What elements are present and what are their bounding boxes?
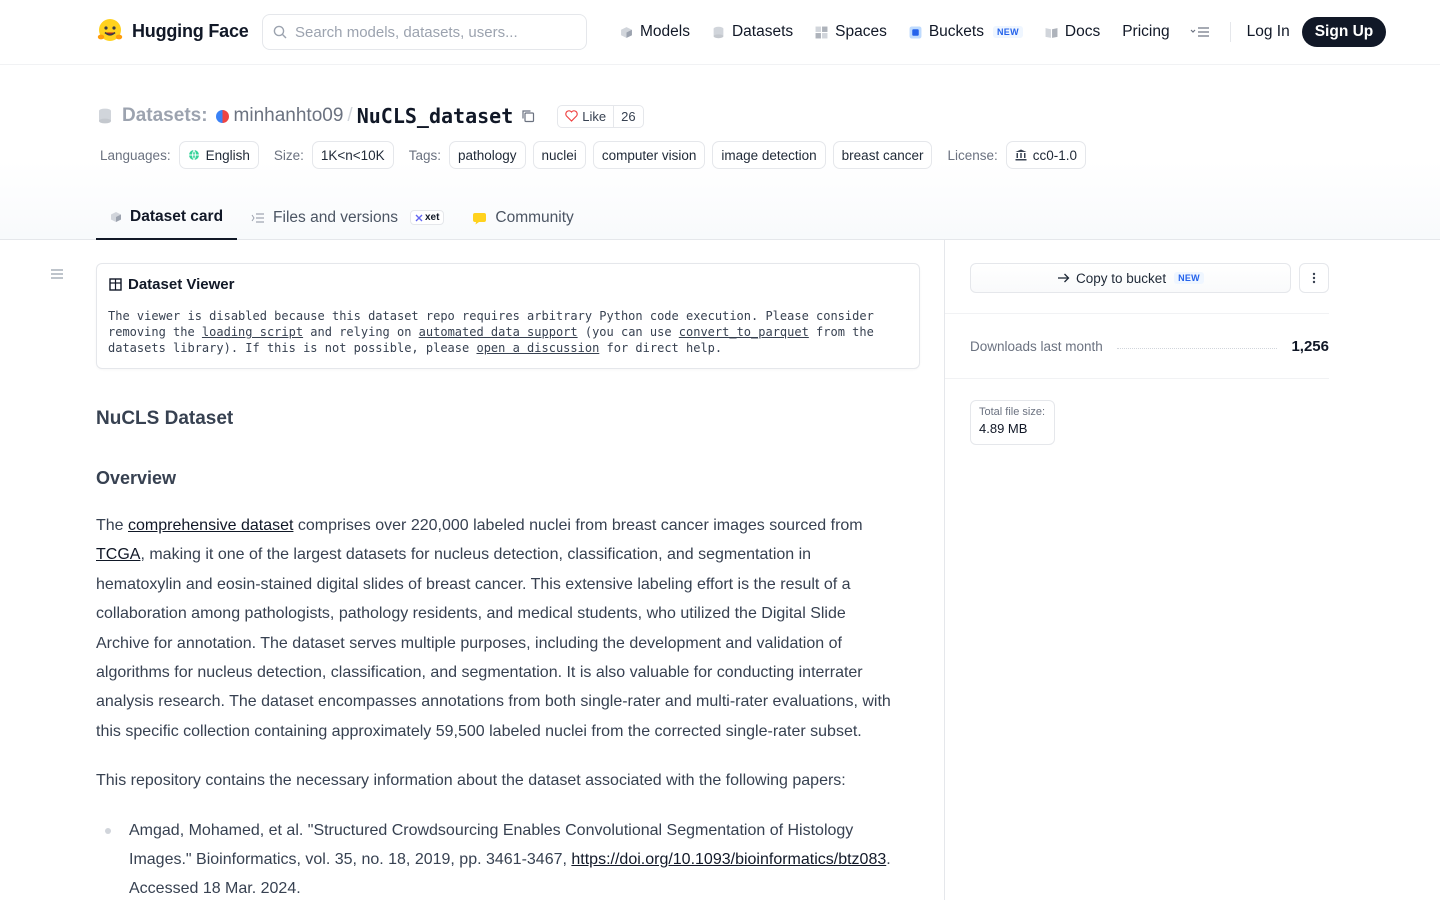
globe-icon	[188, 149, 200, 161]
tags-label: Tags:	[408, 147, 441, 163]
overview-heading: Overview	[96, 468, 177, 488]
tag-chip-breast-cancer[interactable]: breast cancer	[833, 141, 933, 169]
para-text: This	[96, 772, 131, 790]
nav-spaces-label: Spaces	[835, 23, 887, 40]
language-value: English	[205, 147, 250, 163]
repository-link[interactable]: repository	[130, 772, 201, 790]
dataset-viewer-panel	[96, 263, 920, 369]
repository-paragraph	[96, 766, 896, 795]
files-icon	[251, 212, 265, 224]
size-label: Size:	[273, 147, 304, 163]
comprehensive-dataset-link[interactable]: comprehensive dataset	[128, 517, 294, 534]
license-label: License:	[947, 147, 998, 163]
xet-icon	[415, 214, 423, 222]
reference-text: . Accessed 18 Mar. 2024.	[129, 851, 891, 898]
repo-type-label[interactable]: Datasets:	[122, 105, 208, 126]
book-icon	[1045, 26, 1058, 39]
open-discussion-link[interactable]: open a discussion	[476, 341, 600, 356]
tcga-link[interactable]: TCGA	[96, 546, 141, 564]
tag-chip-image-detection[interactable]: image detection	[712, 141, 825, 169]
overview-paragraph	[96, 511, 896, 746]
bank-icon	[1015, 149, 1027, 161]
new-badge: NEW	[993, 26, 1023, 38]
license-chip[interactable]	[1006, 141, 1086, 169]
search-icon	[273, 25, 287, 39]
convert-to-parquet-link[interactable]: convert_to_parquet	[678, 325, 809, 340]
tab-files-and-versions[interactable]	[237, 195, 458, 240]
viewer-msg-part: The viewer is disabled because this dataset repo requires arbitrary Python code execution. Please consider removing the	[108, 309, 874, 340]
viewer-msg-part: (you can use	[577, 325, 679, 340]
xet-label: xet	[424, 212, 440, 223]
viewer-msg-part: for direct help.	[599, 341, 723, 356]
language-chip[interactable]	[179, 141, 259, 169]
file-size-value: 4.89 MB	[979, 421, 1028, 436]
tag-chip-pathology[interactable]: pathology	[449, 141, 526, 169]
tab-dataset-card-label: Dataset card	[130, 207, 224, 225]
license-value: cc0-1.0	[1032, 147, 1078, 163]
brand-name: Hugging Face	[132, 20, 249, 41]
login-link[interactable]: Log In	[1246, 23, 1290, 40]
nav-datasets-label: Datasets	[731, 23, 794, 40]
size-chip[interactable]: 1K<n<10K	[312, 141, 394, 169]
tag-chip-computer-vision[interactable]: computer vision	[593, 141, 706, 169]
search-box[interactable]	[262, 14, 587, 50]
dataset-icon	[98, 108, 112, 124]
repo-tabs	[96, 195, 588, 240]
nav-buckets-label: Buckets	[928, 23, 984, 40]
new-badge: NEW	[1174, 272, 1204, 284]
para-text: comprises over 220,000 labeled nuclei from breast cancer images sourced from	[293, 517, 863, 534]
copy-to-bucket-label: Copy to bucket	[1076, 270, 1167, 286]
search-input[interactable]	[295, 24, 565, 41]
like-label-wrap	[558, 106, 614, 127]
para-text: The	[96, 517, 129, 534]
dataset-viewer-label: Dataset Viewer	[128, 276, 235, 293]
community-icon	[472, 211, 487, 225]
sidebar-divider	[945, 313, 1329, 314]
nav-datasets[interactable]	[712, 23, 793, 41]
file-size-label: Total file size:	[979, 406, 1046, 418]
para-text: contains the necessary information about the dataset associated with the following papers:	[200, 772, 846, 790]
vertical-dots-icon	[1312, 272, 1316, 284]
nav-docs[interactable]	[1045, 23, 1100, 41]
nav-spaces[interactable]	[815, 23, 887, 41]
database-icon	[712, 26, 725, 39]
nav-divider	[1230, 22, 1231, 42]
downloads-value: 1,256	[1291, 338, 1329, 355]
more-options-button[interactable]	[1299, 263, 1329, 293]
copy-to-bucket-button[interactable]	[970, 263, 1291, 293]
owner-avatar	[216, 110, 229, 123]
viewer-msg-part: from the datasets library). If this is not possible, please	[108, 325, 874, 356]
tab-community-label: Community	[495, 208, 574, 226]
repo-title-row	[98, 103, 644, 129]
nav-docs-label: Docs	[1064, 23, 1101, 40]
repo-name[interactable]: NuCLS_dataset	[356, 104, 514, 128]
signup-button[interactable]: Sign Up	[1302, 17, 1387, 47]
card-title: NuCLS Dataset	[96, 408, 234, 429]
tab-dataset-card[interactable]	[96, 195, 237, 240]
hugging-face-logo-icon	[96, 17, 124, 45]
repo-separator: /	[347, 105, 353, 126]
nav-models[interactable]	[620, 23, 690, 41]
dotted-leader	[1117, 348, 1278, 349]
xet-badge	[410, 210, 444, 225]
languages-label: Languages:	[100, 147, 171, 163]
list-item	[129, 816, 896, 904]
right-sidebar	[944, 240, 1440, 900]
dataset-card-content	[96, 400, 896, 904]
viewer-disabled-message	[108, 308, 898, 357]
downloads-row	[970, 338, 1329, 355]
like-count[interactable]: 26	[621, 108, 636, 124]
arrow-right-icon	[1057, 273, 1070, 283]
table-of-contents-icon[interactable]	[50, 268, 64, 280]
downloads-label: Downloads last month	[970, 339, 1103, 354]
nav-pricing-label: Pricing	[1122, 23, 1170, 40]
nav-pricing[interactable]	[1122, 23, 1169, 41]
tag-chip-nuclei[interactable]: nuclei	[533, 141, 586, 169]
nav-buckets[interactable]	[909, 23, 1023, 41]
total-file-size-box	[970, 400, 1055, 445]
like-label: Like	[582, 108, 607, 124]
loading-script-link[interactable]: loading script	[201, 325, 304, 340]
cube-icon	[620, 26, 633, 39]
top-navbar	[0, 0, 1440, 65]
paper-references	[96, 816, 896, 904]
automated-data-support-link[interactable]: automated data support	[418, 325, 578, 340]
para-text: , making it one of the largest datasets for nucleus detection, classification, and segmentation in hematoxylin and eosin-stained digital slides of breast cancer. This extensive labeling effort is the result of a collaboration among pathologists, pathology residents, and medical students, who utilized the Digital Slide Archive for annotation. The dataset serves multiple purposes, including the development and validation of algorithms for nucleus detection, classification, and segmentation. It is also valuable for conducting interrater analysis research. The dataset encompasses annotations from both single-rater and multi-rater evaluations, with this specific collection containing approximately 59,500 labeled nuclei from the corrected single-rater subset.	[96, 546, 891, 740]
like-button[interactable]	[557, 105, 643, 128]
sidebar-divider	[945, 378, 1329, 379]
card-cube-icon	[110, 211, 122, 223]
tags-row	[100, 141, 1093, 169]
dataset-viewer-title	[109, 276, 234, 293]
repo-header	[0, 65, 1440, 240]
more-menu-icon[interactable]	[1190, 25, 1210, 39]
viewer-msg-part: and relying on	[303, 325, 419, 340]
copy-icon[interactable]	[521, 109, 535, 123]
repo-owner[interactable]: minhanhto09	[233, 105, 344, 126]
doi-link[interactable]: https://doi.org/10.1093/bioinformatics/btz083	[571, 851, 887, 869]
table-icon	[109, 278, 122, 291]
brand[interactable]	[96, 17, 249, 45]
nav-models-label: Models	[640, 23, 690, 40]
tab-community[interactable]	[458, 195, 587, 240]
spaces-grid-icon	[815, 26, 828, 39]
nav-links	[620, 16, 1386, 48]
heart-icon	[565, 110, 578, 122]
bucket-icon	[909, 26, 922, 39]
reference-text: Amgad, Mohamed, et al. "Structured Crowdsourcing Enables Convolutional Segmentation of Histology Images." Bioinformatics, vol. 35, no. 18, 2019, pp. 3461-3467,	[129, 821, 854, 869]
tab-files-label: Files and versions	[273, 208, 398, 226]
